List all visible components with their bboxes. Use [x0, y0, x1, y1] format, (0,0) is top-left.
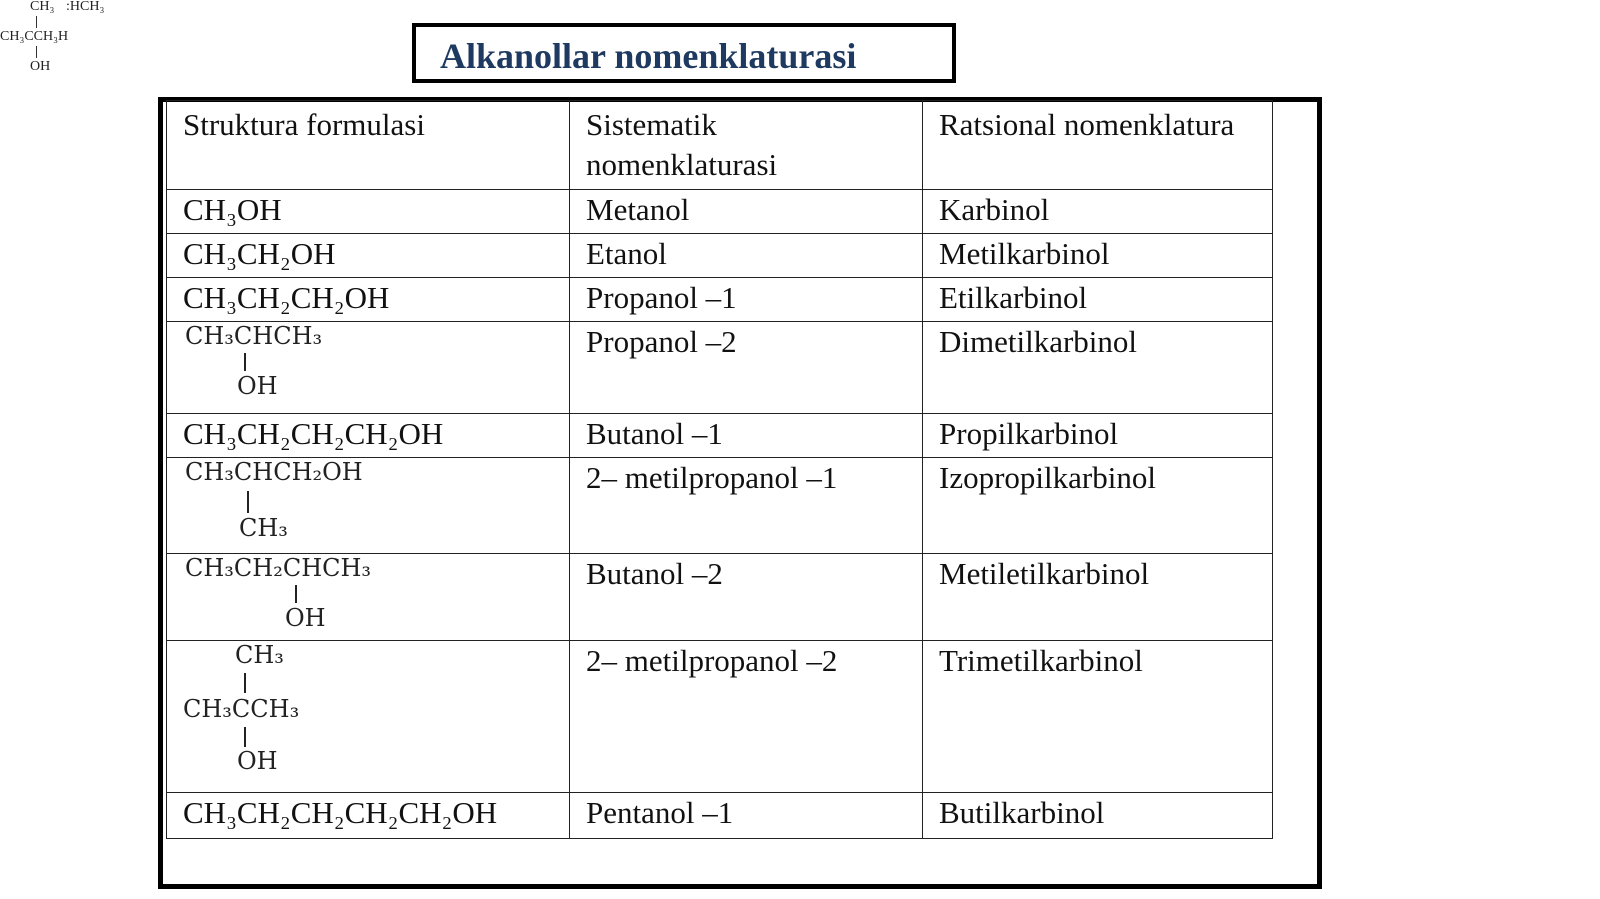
rational-name: Izopropilkarbinol	[923, 458, 1273, 554]
nomenclature-table	[166, 100, 1273, 839]
formula-cell: CH₃CH₂CH₂OH	[167, 278, 570, 322]
table-row	[167, 322, 1273, 414]
rational-name: Metilkarbinol	[923, 234, 1273, 278]
systematic-name: Propanol –2	[570, 322, 923, 414]
formula-cell: CH₃CH₂OH	[167, 234, 570, 278]
systematic-name: Butanol –1	[570, 414, 923, 458]
systematic-name: 2– metilpropanol –2	[570, 641, 923, 793]
formula-substituent: OH	[285, 604, 326, 632]
rational-name: Butilkarbinol	[923, 793, 1273, 839]
formula-main-chain: CH₃CH₂CHCH₃	[185, 554, 372, 582]
rational-name: Dimetilkarbinol	[923, 322, 1273, 414]
rational-name: Etilkarbinol	[923, 278, 1273, 322]
formula-substituent: OH	[237, 372, 278, 400]
bond-line	[244, 673, 246, 693]
systematic-name: Propanol –1	[570, 278, 923, 322]
title-box	[412, 23, 956, 83]
systematic-name: 2– metilpropanol –1	[570, 458, 923, 554]
formula-cell	[167, 322, 570, 414]
header-rational: Ratsional nomenklatura	[923, 101, 1273, 190]
corner-formula-top-left: CH₃	[30, 0, 55, 14]
corner-formula-main: CH₃CCH₃H	[0, 29, 69, 44]
formula-top-substituent: CH₃	[235, 641, 284, 669]
rational-name: Metiletilkarbinol	[923, 554, 1273, 641]
corner-formula-bottom: OH	[30, 59, 51, 74]
formula-main-chain: CH₃CHCH₂OH	[185, 458, 363, 486]
systematic-name: Pentanol –1	[570, 793, 923, 839]
formula-substituent: CH₃	[239, 514, 288, 542]
header-structure: Struktura formulasi	[167, 101, 570, 190]
formula-substituent: OH	[237, 747, 278, 775]
table-row	[167, 278, 1273, 322]
table-row	[167, 190, 1273, 234]
formula-main-chain: CH₃CHCH₃	[185, 322, 323, 350]
bond-line	[244, 353, 246, 371]
systematic-name: Etanol	[570, 234, 923, 278]
header-systematic: Sistematik nomenklaturasi	[570, 101, 923, 190]
bond-line	[247, 491, 249, 513]
systematic-name: Metanol	[570, 190, 923, 234]
corner-formula-bond	[36, 16, 37, 28]
bond-line	[295, 585, 297, 603]
corner-formula-bond	[36, 46, 37, 58]
formula-cell: CH₃CH₂CH₂CH₂CH₂OH	[167, 793, 570, 839]
rational-name: Karbinol	[923, 190, 1273, 234]
formula-main-chain: CH₃CCH₃	[183, 695, 300, 723]
formula-cell: CH₃OH	[167, 190, 570, 234]
table-row	[167, 793, 1273, 839]
table-row	[167, 414, 1273, 458]
table-row	[167, 641, 1273, 793]
corner-formula-top-right: :HCH₃	[66, 0, 105, 14]
table-header-row	[167, 101, 1273, 190]
formula-cell	[167, 554, 570, 641]
systematic-name: Butanol –2	[570, 554, 923, 641]
rational-name: Propilkarbinol	[923, 414, 1273, 458]
corner-structural-formula	[0, 0, 130, 80]
formula-cell	[167, 458, 570, 554]
page-title: Alkanollar nomenklaturasi	[440, 36, 857, 76]
rational-name: Trimetilkarbinol	[923, 641, 1273, 793]
table-row	[167, 458, 1273, 554]
table-row	[167, 554, 1273, 641]
bond-line	[244, 727, 246, 747]
formula-cell	[167, 641, 570, 793]
formula-cell: CH₃CH₂CH₂CH₂OH	[167, 414, 570, 458]
table-row	[167, 234, 1273, 278]
